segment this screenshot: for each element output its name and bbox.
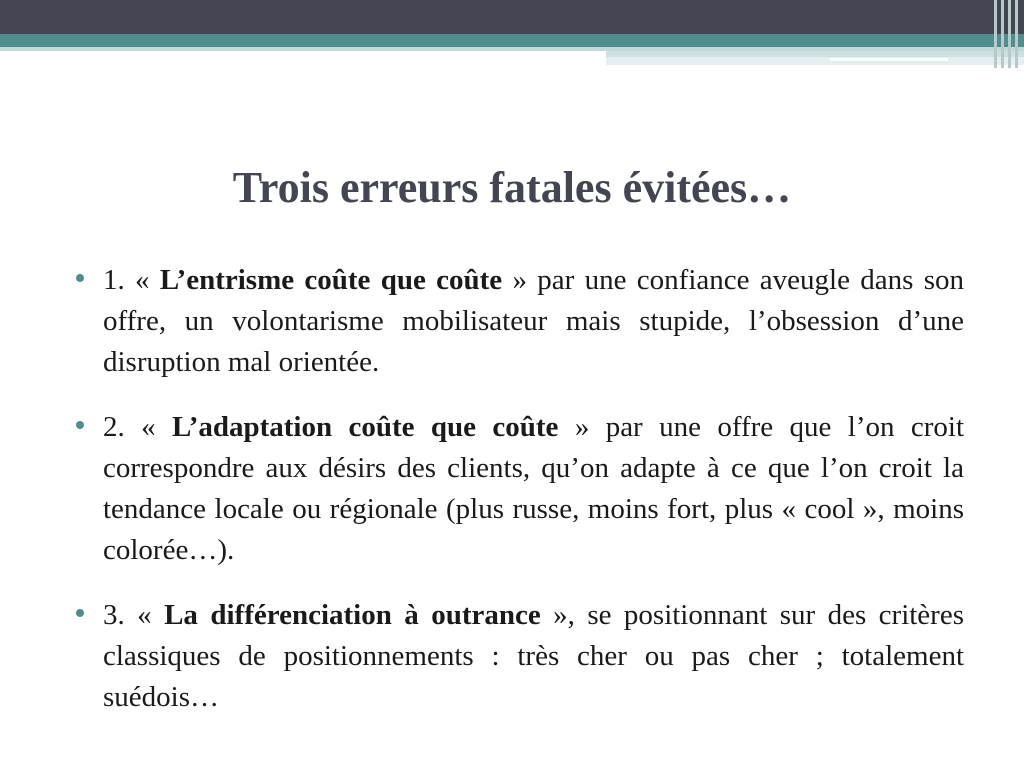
bullet-text: », se positionnant sur des critères classiques de positionnements : très cher ou pas cher ; totalement suédois… (103, 599, 964, 713)
bullet-item (76, 407, 964, 571)
bullet-text: » par une confiance aveugle dans son offre, un volontarisme mobilisateur mais stupide, l’obsession d’une disruption mal orientée. (103, 264, 964, 378)
bullet-item (76, 260, 964, 383)
bullet-prefix: 3. « (103, 599, 165, 631)
header-dark-band (0, 0, 1024, 34)
header-accent-bar-lower (606, 57, 1024, 65)
bullet-dot-icon (76, 274, 84, 282)
header-accent-line (830, 58, 948, 61)
bullet-dot-icon (76, 609, 84, 617)
bullet-text: » par une offre que l’on croit correspondre aux désirs des clients, qu’on adapte à ce que l’on croit la tendance locale ou régionale (plus russe, moins fort, plus « cool », moins colorée…). (103, 411, 965, 566)
bullet-list (76, 260, 964, 742)
bullet-dot-icon (76, 421, 84, 429)
header-stripes (992, 0, 1024, 68)
slide-title: Trois erreurs fatales évitées… (232, 163, 792, 212)
bullet-prefix: 2. « (103, 411, 173, 443)
bullet-bold-text: L’entrisme coûte que coûte (159, 264, 503, 296)
bullet-item (76, 595, 964, 718)
bullet-bold-text: L’adaptation coûte que coûte (172, 411, 559, 443)
bullet-prefix: 1. « (103, 264, 160, 296)
bullet-bold-text: La différenciation à outrance (164, 599, 541, 631)
header-teal-band (0, 34, 1024, 47)
